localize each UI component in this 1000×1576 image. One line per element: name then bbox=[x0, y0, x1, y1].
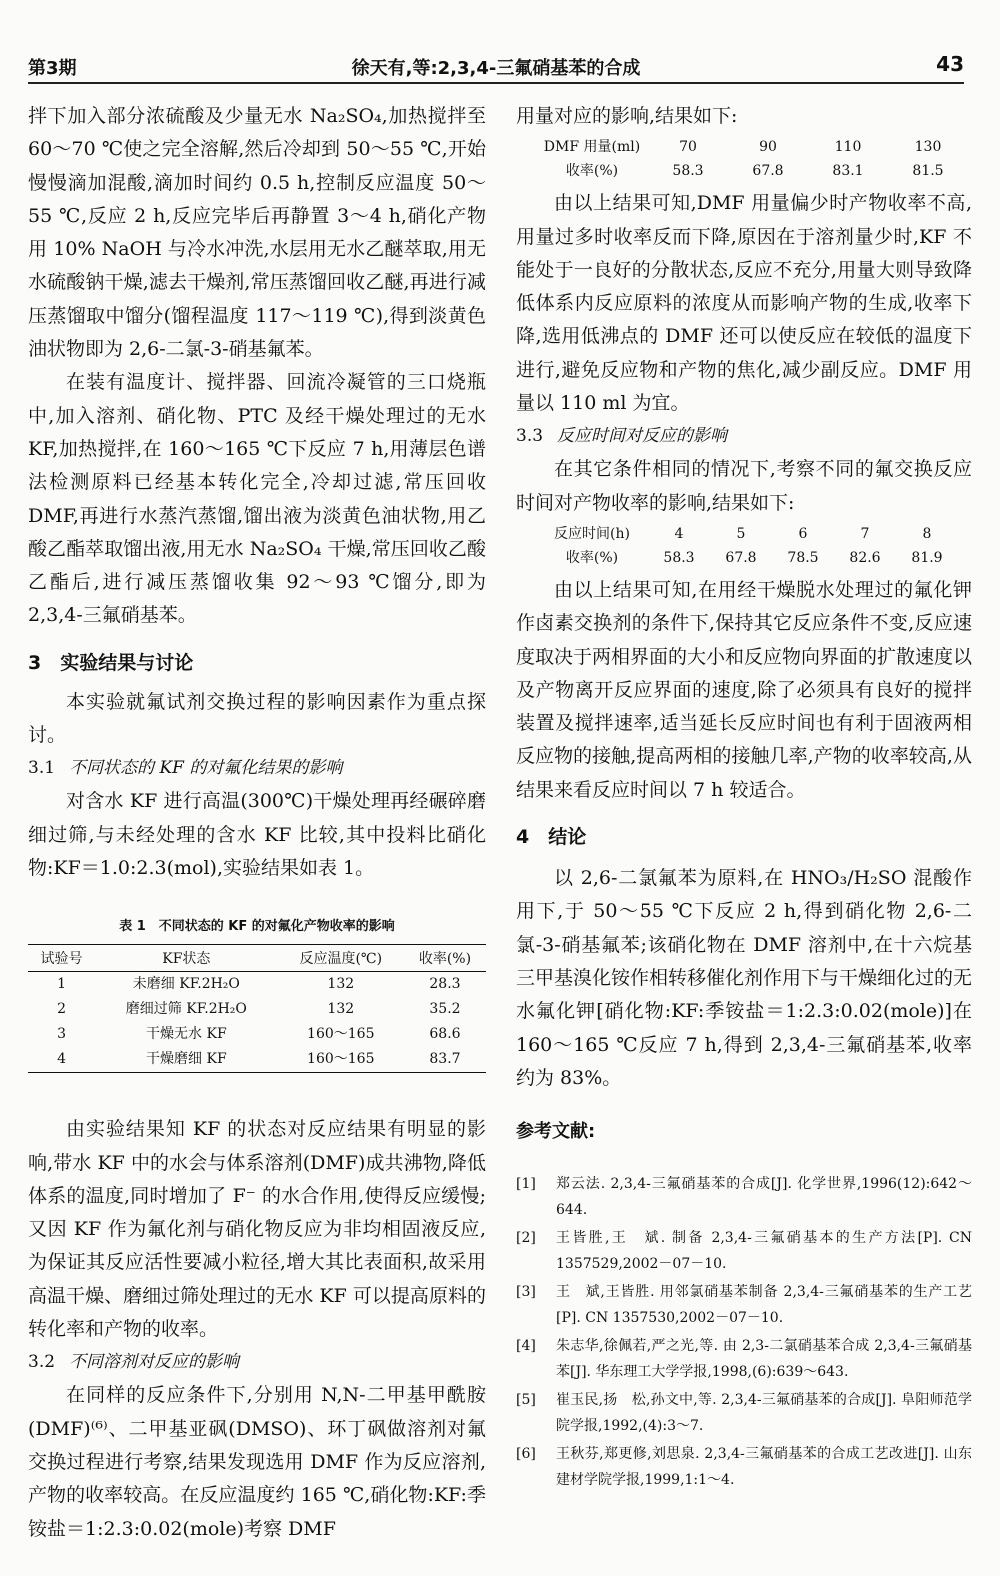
table-row bbox=[536, 135, 968, 159]
table-cell: 132 bbox=[327, 1001, 355, 1018]
table-cell: 磨细过筛 KF.2H₂O bbox=[125, 1001, 247, 1018]
table-cell: 58.3 bbox=[663, 549, 695, 566]
reference-number: [5] bbox=[516, 1392, 536, 1409]
table-cell: 78.5 bbox=[787, 549, 819, 566]
table-cell: 干燥无水 KF bbox=[146, 1026, 227, 1043]
paragraph: 在同样的反应条件下,分别用 N,N-二甲基甲酰胺(DMF)⁽⁶⁾、二甲基亚砜(DMSO)、环丁砜做溶剂对氟交换过程进行考察,结果发现选用 DMF 作为反应溶剂,产物的收率较高。在反应温度约 165 ℃,硝化物:KF:季铵盐＝1:2.3:0.02(mole)考察 DMF bbox=[28, 1384, 486, 1540]
table-cell: 58.3 bbox=[672, 163, 704, 180]
subsection-title: 反应时间对反应的影响 bbox=[557, 426, 728, 447]
table-cell: 67.8 bbox=[752, 163, 784, 180]
running-title: 徐天有,等:2,3,4-三氟硝基苯的合成 bbox=[351, 58, 641, 79]
table-cell: 7 bbox=[860, 525, 870, 542]
dmf-yield-table bbox=[536, 135, 968, 183]
paragraph: 对含水 KF 进行高温(300℃)干燥处理再经碾碎磨细过筛,与未经处理的含水 KF 比较,其中投料比硝化物:KF＝1.0:2.3(mol),实验结果如表 1。 bbox=[28, 790, 486, 879]
reference-number: [1] bbox=[516, 1176, 536, 1193]
subsection-heading bbox=[28, 752, 486, 785]
table-cell: 1 bbox=[57, 976, 66, 993]
reference-list bbox=[516, 1171, 972, 1493]
reference-text: 崔玉民,扬 松,孙文中,等. 2,3,4-三氟硝基苯的合成[J]. 阜阳师范学院学报,1992,(4):3～7. bbox=[556, 1392, 972, 1435]
subsection-number: 3.3 bbox=[516, 426, 544, 447]
references-heading: 参考文献: bbox=[516, 1121, 596, 1143]
table-cell: 5 bbox=[736, 525, 746, 542]
table-cell: 干燥磨细 KF bbox=[95, 1047, 278, 1073]
table-cell: 6 bbox=[798, 525, 808, 542]
table-cell: 35.2 bbox=[429, 1001, 461, 1018]
table-cell: 130 bbox=[914, 139, 942, 156]
reference-text: 王 斌,王皆胜. 用邻氯硝基苯制备 2,3,4-三氟硝基苯的生产工艺[P]. CN 1357530,2002－07－10. bbox=[556, 1284, 972, 1327]
table-cell: 81.9 bbox=[911, 549, 943, 566]
table-row bbox=[28, 1047, 486, 1073]
table-cell: 83.7 bbox=[404, 1047, 486, 1073]
paragraph: 在装有温度计、搅拌器、回流冷凝管的三口烧瓶中,加入溶剂、硝化物、PTC 及经干燥处理过的无水 KF,加热搅拌,在 160～165 ℃下反应 7 h,用薄层色谱法检测原料已经基本转化完全,冷却过滤,常压回收 DMF,再进行水蒸汽蒸馏,馏出液为淡黄色油状物,用乙酸乙酯萃取馏出液,用无水 Na₂SO₄ 干燥,常压回收乙酸乙酯后,进行减压蒸馏收集 92～93 ℃馏分,即为 2,3,4-三氟硝基苯。 bbox=[28, 371, 486, 627]
paragraph: 本实验就氟试剂交换过程的影响因素作为重点探讨。 bbox=[28, 690, 486, 747]
table-row bbox=[28, 972, 486, 998]
reference-text: 王皆胜,王 斌. 制备 2,3,4-三氟硝基本的生产方法[P]. CN 1357529,2002－07－10. bbox=[556, 1230, 972, 1273]
table-1 bbox=[28, 944, 486, 1073]
table-cell: 82.6 bbox=[849, 549, 881, 566]
paragraph: 在其它条件相同的情况下,考察不同的氟交换反应时间对产物收率的影响,结果如下: bbox=[516, 458, 972, 514]
reference-number: [2] bbox=[516, 1230, 536, 1247]
column-header: 收率(%) bbox=[404, 945, 486, 972]
table-cell: 81.5 bbox=[912, 163, 944, 180]
paragraph: 由实验结果知 KF 的状态对反应结果有明显的影响,带水 KF 中的水会与体系溶剂(DMF)成共沸物,降低体系的温度,同时增加了 F⁻ 的水合作用,使得反应缓慢;又因 KF 作为氟化剂与硝化物反应为非均相固液反应,为保证其反应活性要减小粒径,增大其比表面积,故采用高温干燥、磨细过筛处理过的无水 KF 可以提高原料的转化率和产物的收率。 bbox=[28, 1118, 486, 1341]
table-row bbox=[28, 1022, 486, 1047]
left-column bbox=[28, 100, 486, 1546]
paragraph: 用量对应的影响,结果如下: bbox=[516, 105, 738, 127]
table-header-row bbox=[28, 945, 486, 972]
reference-text: 朱志华,徐佩若,严之光,等. 由 2,3-二氯硝基苯合成 2,3,4-三氟硝基苯[J]. 华东理工大学学报,1998,(6):639～643. bbox=[556, 1338, 972, 1381]
table-row bbox=[536, 522, 958, 546]
reference-number: [3] bbox=[516, 1284, 536, 1301]
reference-item bbox=[516, 1225, 972, 1277]
subsection-heading bbox=[516, 420, 972, 453]
paragraph: 由以上结果可知,在用经干燥脱水处理过的氟化钾作卤素交换剂的条件下,保持其它反应条件不变,反应速度取决于两相界面的大小和反应物向界面的扩散速度以及产物离开反应界面的速度,除了必须具有良好的搅拌装置及搅拌速率,适当延长反应时间也有利于固液两相反应物的接触,提高两相的接触几率,产物的收率较高,从结果来看反应时间以 7 h 较适合。 bbox=[516, 578, 973, 801]
reference-number: [6] bbox=[516, 1446, 536, 1463]
reference-text: 王秋芬,郑更修,刘思泉. 2,3,4-三氟硝基苯的合成工艺改进[J]. 山东建材学院学报,1999,1:1～4. bbox=[556, 1446, 972, 1489]
table-cell: 28.3 bbox=[429, 976, 461, 993]
reference-item bbox=[516, 1387, 972, 1439]
table-cell: 68.6 bbox=[429, 1026, 461, 1043]
reference-item bbox=[516, 1279, 972, 1331]
running-header bbox=[28, 42, 964, 84]
table-cell: 4 bbox=[674, 525, 684, 542]
row-label: 反应时间(h) bbox=[554, 525, 630, 542]
reference-item bbox=[516, 1333, 972, 1385]
table-cell: 132 bbox=[327, 976, 355, 993]
table-cell: 2 bbox=[57, 1001, 66, 1018]
paragraph: 以 2,6-二氯氟苯为原料,在 HNO₃/H₂SO 混酸作用下,于 50～55 ℃下反应 2 h,得到硝化物 2,6-二氯-3-硝基氟苯;该硝化物在 DMF 溶剂中,在十六烷基三甲基溴化铵作相转移催化剂作用下与干燥细化过的无水氟化钾[硝化物:KF:季铵盐＝1:2.3:0.02(mole)]在 160～165 ℃反应 7 h,得到 2,3,4-三氟硝基苯,收率约为 83%。 bbox=[516, 867, 973, 1089]
table-cell: 4 bbox=[28, 1047, 95, 1073]
section-heading: 4 结论 bbox=[516, 826, 587, 849]
section-heading: 3 实验结果与讨论 bbox=[28, 651, 194, 674]
column-header: 试验号 bbox=[28, 945, 95, 972]
paragraph: 拌下加入部分浓硫酸及少量无水 Na₂SO₄,加热搅拌至60～70 ℃使之完全溶解,然后冷却到 50～55 ℃,开始慢慢滴加混酸,滴加时间约 0.5 h,控制反应温度 50～55 ℃,反应 2 h,反应完毕后再静置 3～4 h,硝化产物用 10% NaOH 与冷水冲洗,水层用无水乙醚萃取,用无水硫酸钠干燥,滤去干燥剂,常压蒸馏回收乙醚,再进行减压蒸馏取中馏分(馏程温度 117～119 ℃),得到淡黄色油状物即为 2,6-二氯-3-硝基氟苯。 bbox=[28, 105, 486, 361]
table-row bbox=[28, 997, 486, 1022]
reference-number: [4] bbox=[516, 1338, 536, 1355]
column-header: 反应温度(℃) bbox=[278, 945, 404, 972]
subsection-number: 3.1 bbox=[28, 758, 56, 779]
table-cell: 83.1 bbox=[832, 163, 864, 180]
reference-item bbox=[516, 1441, 972, 1493]
table-cell: 90 bbox=[759, 139, 777, 156]
subsection-number: 3.2 bbox=[28, 1352, 56, 1373]
row-label: DMF 用量(ml) bbox=[543, 139, 641, 156]
subsection-heading bbox=[28, 1346, 486, 1379]
row-label: 收率(%) bbox=[565, 549, 619, 566]
table-row bbox=[536, 546, 958, 570]
table-cell: 160～165 bbox=[278, 1047, 404, 1073]
column-header: KF状态 bbox=[95, 945, 278, 972]
row-label: 收率(%) bbox=[565, 163, 619, 180]
table-cell: 8 bbox=[922, 525, 932, 542]
table-caption: 表 1 不同状态的 KF 的对氟化产物收率的影响 bbox=[119, 919, 395, 935]
table-cell: 110 bbox=[834, 139, 862, 156]
table-cell: 3 bbox=[57, 1026, 66, 1043]
page-number: 43 bbox=[936, 52, 964, 76]
reference-text: 郑云法. 2,3,4-三氟硝基苯的合成[J]. 化学世界,1996(12):642～644. bbox=[556, 1176, 972, 1219]
table-row bbox=[536, 159, 968, 183]
right-column bbox=[516, 100, 972, 1495]
reference-item bbox=[516, 1171, 972, 1223]
paragraph: 由以上结果可知,DMF 用量偏少时产物收率不高,用量过多时收率反而下降,原因在于溶剂量少时,KF 不能处于一良好的分散状态,反应不充分,用量大则导致降低体系内反应原料的浓度从而影响产物的生成,收率下降,选用低沸点的 DMF 还可以使反应在较低的温度下进行,避免反应物和产物的焦化,减少副反应。DMF 用量以 110 ml 为宜。 bbox=[516, 192, 972, 415]
table-cell: 70 bbox=[679, 139, 697, 156]
time-yield-table bbox=[536, 522, 958, 570]
subsection-title: 不同状态的 KF 的对氟化结果的影响 bbox=[69, 758, 343, 779]
issue-label: 第3期 bbox=[28, 58, 77, 79]
table-cell: 160～165 bbox=[307, 1026, 375, 1043]
subsection-title: 不同溶剂对反应的影响 bbox=[69, 1352, 240, 1373]
table-cell: 67.8 bbox=[725, 549, 757, 566]
table-cell: 未磨细 KF.2H₂O bbox=[132, 976, 240, 993]
